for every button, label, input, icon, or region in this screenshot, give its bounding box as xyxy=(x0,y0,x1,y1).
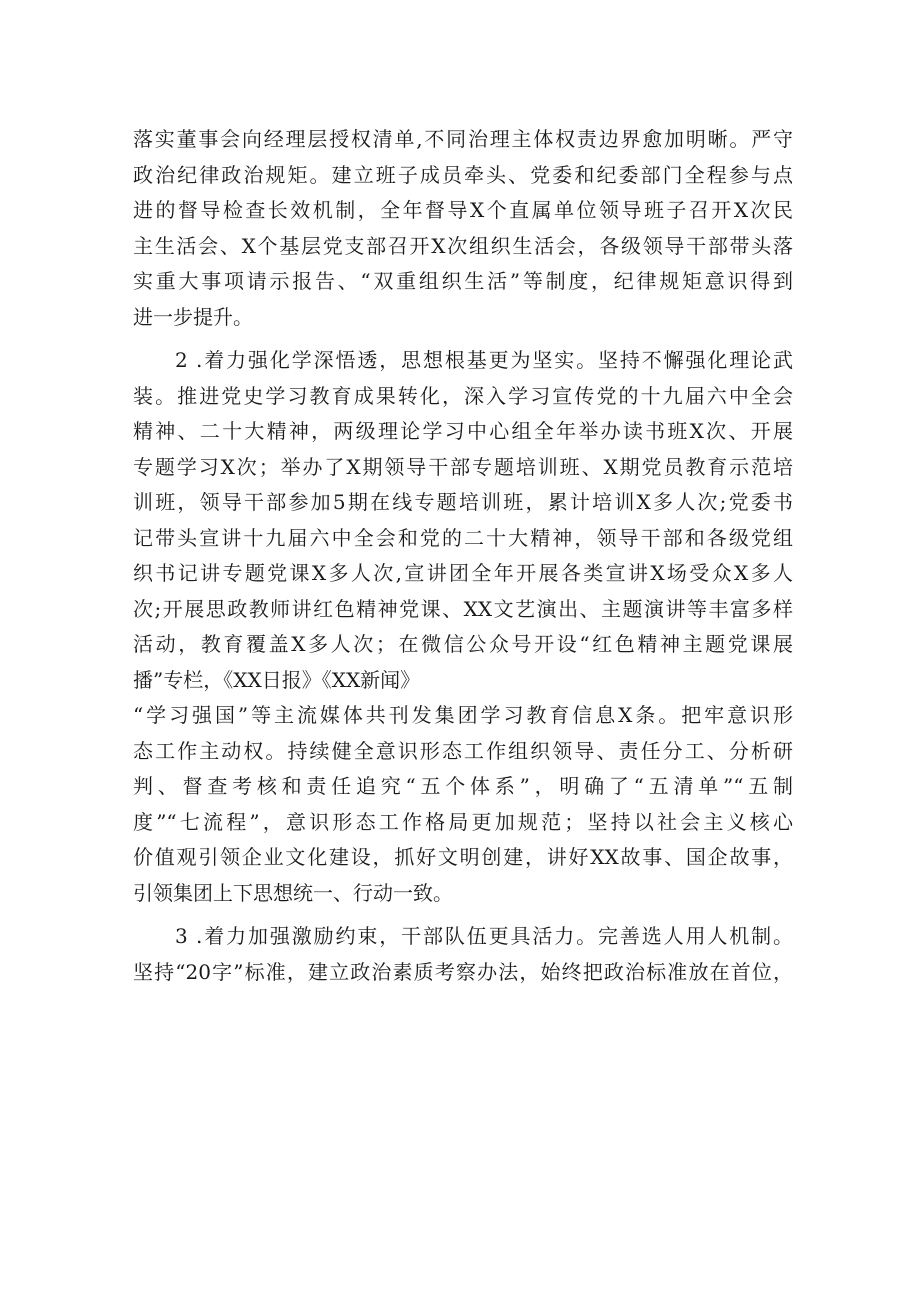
text-line: 实重大事项请示报告、“双重组织生活”等制度，纪律规矩意识得到 xyxy=(133,269,793,293)
text-line: 训班，领导干部参加5期在线专题培训班，累计培训X多人次;党委书 xyxy=(133,490,793,514)
text-line: 次;开展思政教师讲红色精神党课、XX文艺演出、主题演讲等丰富多样 xyxy=(133,596,793,621)
text-line: 进的督导检查长效机制，全年督导X个直属单位领导班子召开X次民 xyxy=(133,198,793,222)
document-body xyxy=(133,122,793,990)
text-line: 引领集团上下思想统一、行动一致。 xyxy=(133,880,453,905)
text-line: 进一步提升。 xyxy=(133,304,253,329)
text-line: 判、督查考核和责任追究“五个体系”，明确了“五清单”“五制 xyxy=(133,774,793,798)
text-line: 2 .着力强化学深悟透，思想根基更为坚实。坚持不懈强化理论武 xyxy=(175,348,793,372)
text-line: 政治纪律政治规矩。建立班子成员牵头、党委和纪委部门全程参与点 xyxy=(133,162,793,187)
text-line: 记带头宣讲十九届六中全会和党的二十大精神，领导干部和各级党组 xyxy=(133,525,793,550)
text-line: 3 .着力加强激励约束，干部队伍更具活力。完善选人用人机制。 xyxy=(175,924,793,948)
text-line: 价值观引领企业文化建设，抓好文明创建，讲好XX故事、国企故事， xyxy=(133,845,793,869)
paragraph-gap xyxy=(133,911,793,919)
text-line: 织书记讲专题党课X多人次,宣讲团全年开展各类宣讲X场受众X多人 xyxy=(133,561,793,585)
paragraph-gap xyxy=(133,335,793,343)
text-line: 态工作主动权。持续健全意识形态工作组织领导、责任分工、分析研 xyxy=(133,738,793,763)
text-line: 坚持“20字”标准，建立政治素质考察办法，始终把政治标准放在首位， xyxy=(133,959,793,984)
text-line: 主生活会、X个基层党支部召开X次组织生活会，各级领导干部带头落 xyxy=(133,233,793,258)
text-line: 度”“七流程”，意识形态工作格局更加规范；坚持以社会主义核心 xyxy=(133,809,793,834)
text-line: 专题学习X次；举办了X期领导干部专题培训班、X期党员教育示范培 xyxy=(133,454,793,479)
text-line: “学习强国”等主流媒体共刊发集团学习教育信息X条。把牢意识形 xyxy=(133,703,793,727)
text-line: 落实董事会向经理层授权清单,不同治理主体权责边界愈加明晰。严守 xyxy=(133,127,793,151)
text-line: 活动，教育覆盖X多人次；在微信公众号开设“红色精神主题党课展 xyxy=(133,632,793,656)
text-line: 精神、二十大精神，两级理论学习中心组全年举办读书班X次、开展 xyxy=(133,419,793,443)
text-line: 播”专栏，《XX日报》《XX新闻》 xyxy=(133,667,421,692)
text-line: 装。推进党史学习教育成果转化，深入学习宣传党的十九届六中全会 xyxy=(133,383,793,408)
